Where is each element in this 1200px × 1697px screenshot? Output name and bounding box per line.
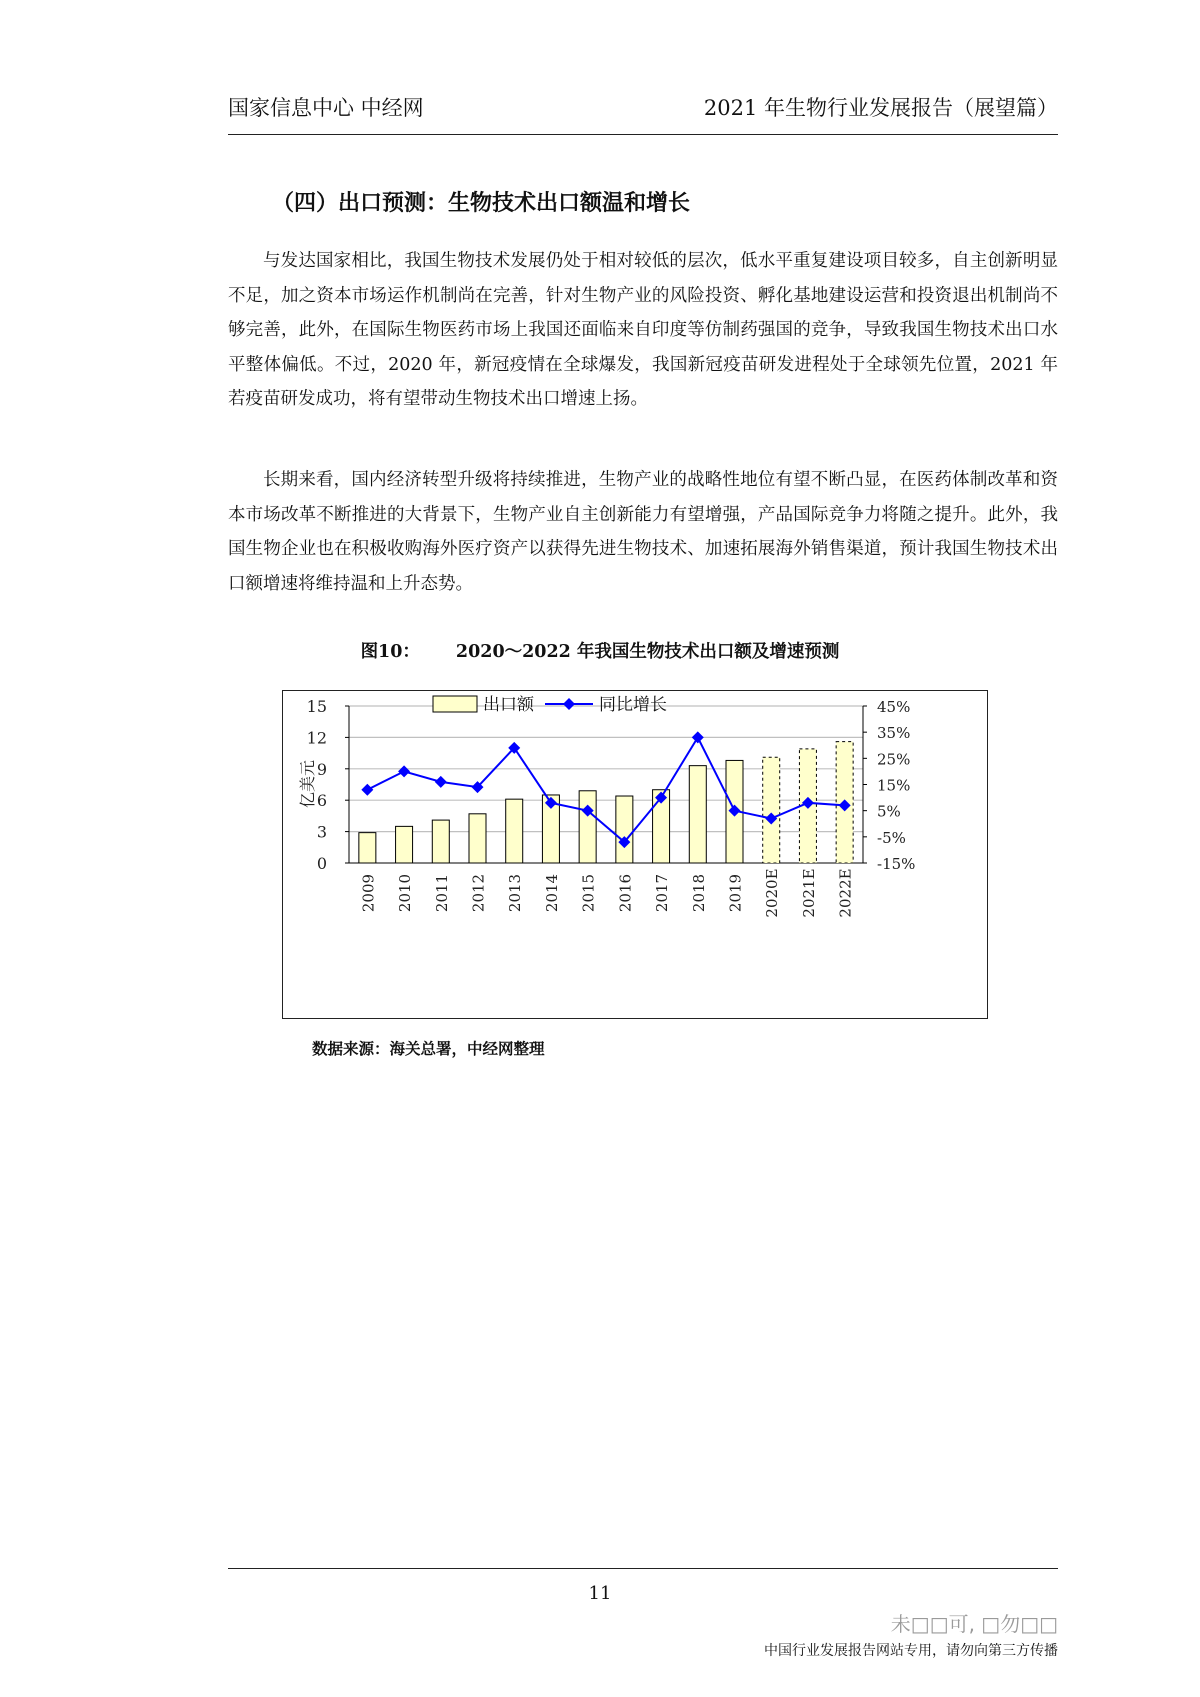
page-number: 11 xyxy=(588,1583,612,1604)
figure-label: 图10： xyxy=(360,642,420,662)
export-chart xyxy=(283,691,987,1018)
chart-frame xyxy=(282,690,988,1019)
x-tick-label: 2016 xyxy=(616,873,635,913)
y-tick-label: 0 xyxy=(316,854,327,873)
y2-tick-label: 45% xyxy=(877,698,911,716)
x-tick-label: 2009 xyxy=(359,873,378,913)
y-axis-label: 亿美元 xyxy=(298,759,317,809)
y2-tick-label: 35% xyxy=(877,724,911,743)
bar xyxy=(506,799,523,863)
y2-tick-label: 25% xyxy=(877,750,911,769)
data-source: 数据来源：海关总署，中经网整理 xyxy=(312,1039,545,1058)
bar xyxy=(616,796,633,863)
x-tick-label: 2012 xyxy=(469,873,488,913)
growth-marker xyxy=(692,731,704,743)
bar xyxy=(359,833,376,863)
bar xyxy=(432,820,449,863)
y-tick-label: 12 xyxy=(306,728,327,748)
x-tick-label: 2014 xyxy=(542,873,561,913)
x-tick-label: 2019 xyxy=(726,873,745,913)
header-publisher: 国家信息中心 中经网 xyxy=(228,96,424,120)
x-tick-label: 2018 xyxy=(689,873,708,913)
watermark-text: 未□□可, □勿□□ xyxy=(890,1612,1058,1636)
x-tick-label: 2022E xyxy=(836,868,855,918)
x-tick-label: 2017 xyxy=(653,873,672,913)
bar xyxy=(396,826,413,863)
x-tick-label: 2020E xyxy=(763,868,782,918)
y-tick-label: 9 xyxy=(316,759,327,779)
bar xyxy=(579,791,596,863)
y-tick-label: 6 xyxy=(316,791,327,811)
legend-line-marker xyxy=(563,698,575,710)
y2-tick-label: 5% xyxy=(877,802,901,821)
bar xyxy=(689,766,706,863)
section-title: （四）出口预测：生物技术出口额温和增长 xyxy=(272,190,691,216)
y2-tick-label: -5% xyxy=(877,828,906,847)
paragraph-1: 与发达国家相比，我国生物技术发展仍处于相对较低的层次，低水平重复建设项目较多，自主创新明显不足，加之资本市场运作机制尚在完善，针对生物产业的风险投资、孵化基地建设运营和投资退出机制尚不够完善，此外，在国际生物医药市场上我国还面临来自印度等仿制药强国的竞争，导致我国生物技术出口水平整体偏低。不过，2020 年，新冠疫情在全球爆发，我国新冠疫苗研发进程处于全球领先位置，2021 年若疫苗研发成功，将有望带动生物技术出口增速上扬。 xyxy=(228,251,1058,409)
y-tick-label: 15 xyxy=(306,697,327,716)
bar xyxy=(469,814,486,863)
x-tick-label: 2013 xyxy=(506,873,525,913)
x-tick-label: 2021E xyxy=(799,868,818,918)
header-divider xyxy=(228,134,1058,135)
legend-bar-swatch xyxy=(433,696,477,712)
forecast-bar xyxy=(763,757,780,863)
x-tick-label: 2015 xyxy=(579,873,598,913)
y2-tick-label: 15% xyxy=(877,776,911,795)
growth-marker xyxy=(435,776,447,788)
paragraph-2: 长期来看，国内经济转型升级将持续推进，生物产业的战略性地位有望不断凸显，在医药体制改革和资本市场改革不断推进的大背景下，生物产业自主创新能力有望增强，产品国际竞争力将随之提升。此外，我国生物企业也在积极收购海外医疗资产以获得先进生物技术、加速拓展海外销售渠道，预计我国生物技术出口额增速将维持温和上升态势。 xyxy=(228,470,1058,594)
y2-tick-label: -15% xyxy=(877,855,916,873)
x-tick-label: 2011 xyxy=(432,873,451,913)
growth-marker xyxy=(361,784,373,796)
legend-bar-label: 出口额 xyxy=(483,695,534,715)
figure-title: 2020～2022 年我国生物技术出口额及增速预测 xyxy=(455,642,840,662)
y-tick-label: 3 xyxy=(316,822,327,842)
footer-note: 中国行业发展报告网站专用，请勿向第三方传播 xyxy=(764,1643,1058,1659)
legend-line-label: 同比增长 xyxy=(599,695,667,715)
x-tick-label: 2010 xyxy=(396,873,415,913)
header-report-title: 2021 年生物行业发展报告（展望篇） xyxy=(703,96,1058,120)
page-header xyxy=(228,92,1058,134)
growth-marker xyxy=(398,765,410,777)
footer-divider xyxy=(228,1568,1058,1569)
figure-caption xyxy=(0,638,1200,663)
